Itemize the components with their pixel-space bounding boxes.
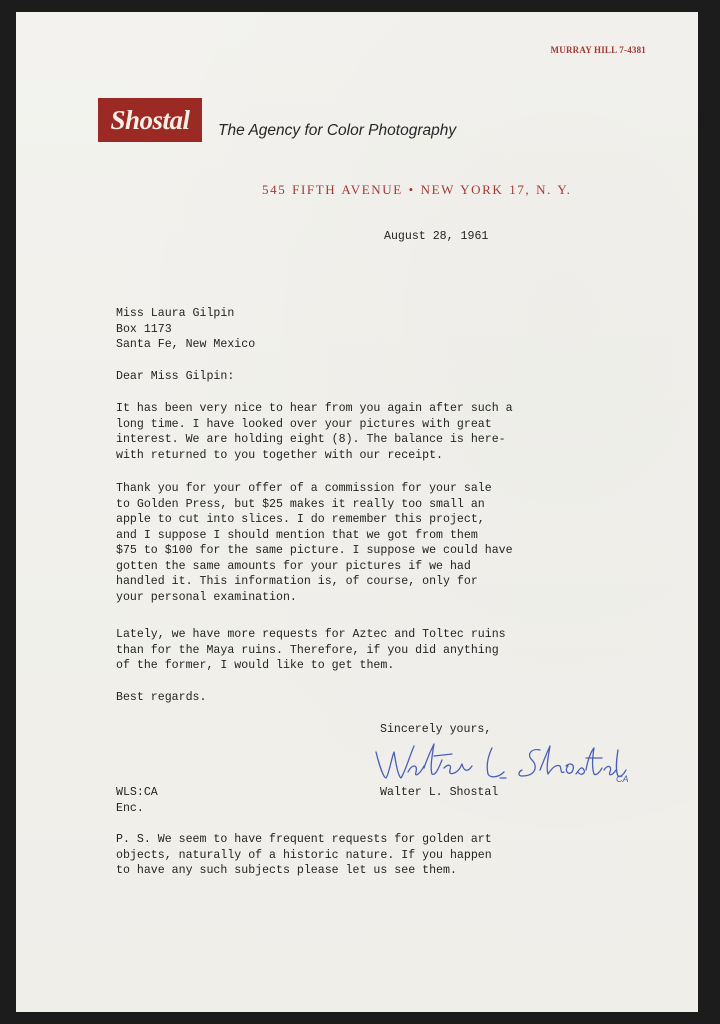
closing-line: Best regards.	[116, 691, 207, 704]
phone-number: MURRAY HILL 7-4381	[550, 45, 646, 55]
postscript: P. S. We seem to have frequent requests for golden art objects, naturally of a historic nature. If you happen to have any such subjects please let us see them.	[116, 833, 492, 877]
agency-address: 545 FIFTH AVENUE • NEW YORK 17, N. Y.	[262, 182, 572, 197]
body-paragraph: It has been very nice to hear from you again after such a long time. I have looked over your pictures with great interest. We are holding eight (8). The balance is here- with returned to you together with our receipt.	[116, 402, 513, 462]
body-paragraph: Thank you for your offer of a commission for your sale to Golden Press, but $25 makes it really too small an apple to cut into slices. I do remember this project, and I suppose I should mention that we got from them $75 to $100 for the same picture. I suppose we could have gotten the same amounts for your pictures if we had handled it. This information is, of course, only for your personal examination.	[116, 482, 513, 604]
letter-date: August 28, 1961	[384, 230, 489, 243]
agency-tagline: The Agency for Color Photography	[218, 122, 457, 139]
signature-initials: CA	[616, 774, 629, 784]
body-paragraph: Lately, we have more requests for Aztec and Toltec ruins than for the Maya ruins. Therefore, if you did anything of the former, I would like to get them.	[116, 628, 506, 672]
handwritten-signature	[372, 738, 632, 786]
recipient-address: Miss Laura Gilpin Box 1173 Santa Fe, New Mexico	[116, 307, 256, 351]
letter-page	[16, 12, 698, 1012]
complimentary-close: Sincerely yours,	[380, 723, 492, 736]
reference-initials: WLS:CA Enc.	[116, 786, 158, 815]
signer-name: Walter L. Shostal	[380, 786, 499, 799]
shostal-logo: Shostal	[98, 98, 202, 142]
salutation: Dear Miss Gilpin:	[116, 370, 235, 383]
